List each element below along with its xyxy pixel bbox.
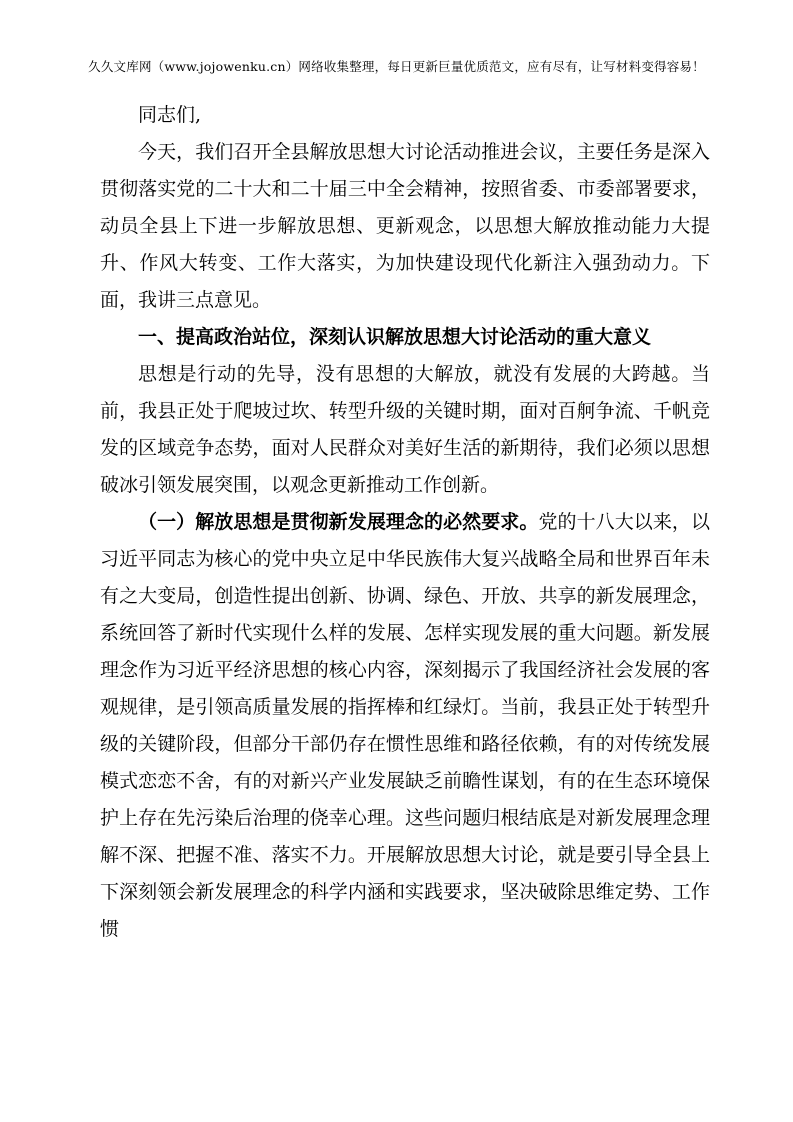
subsection-1-text: 党的十八大以来，以习近平同志为核心的党中央立足中华民族伟大复兴战略全局和世界百年未有之大变局，创造性提出创新、协调、绿色、开放、共享的新发展理念，系统回答了新时代实现什么样的发展、怎样实现发展的重大问题。新发展理念作为习近平经济思想的核心内容，深刻揭示了我国经济社会发展的客观规律，是引领高质量发展的指挥棒和红绿灯。当前，我县正处于转型升级的关键阶段，但部分干部仍存在惯性思维和路径依赖，有的对传统发展模式恋恋不舍，有的对新兴产业发展缺乏前瞻性谋划，有的在生态环境保护上存在先污染后治理的侥幸心理。这些问题归根结底是对新发展理念理解不深、把握不准、落实不力。开展解放思想大讨论，就是要引导全县上下深刻领会新发展理念的科学内涵和实践要求，坚决破除思维定势、工作惯	[100, 511, 710, 940]
salutation: 同志们,	[138, 104, 202, 126]
subsection-1-paragraph	[100, 504, 710, 948]
document-body	[100, 97, 710, 948]
header-watermark-note: 久久文库网（www.jojowenku.cn）网络收集整理，每日更新巨量优质范文，应有尽有，让写材料变得容易！	[88, 59, 705, 74]
subsection-1-lead: （一）解放思想是贯彻新发展理念的必然要求。	[138, 511, 539, 533]
intro-paragraph: 今天，我们召开全县解放思想大讨论活动推进会议，主要任务是深入贯彻落实党的二十大和二十届三中全会精神，按照省委、市委部署要求，动员全县上下进一步解放思想、更新观念，以思想大解放推动能力大提升、作风大转变、工作大落实，为加快建设现代化新注入强劲动力。下面，我讲三点意见。	[100, 141, 710, 311]
section-1-paragraph: 思想是行动的先导，没有思想的大解放，就没有发展的大跨越。当前，我县正处于爬坡过坎、转型升级的关键时期，面对百舸争流、千帆竞发的区域竞争态势，面对人民群众对美好生活的新期待，我们必须以思想破冰引领发展突围，以观念更新推动工作创新。	[100, 363, 710, 496]
section-1-heading: 一、提高政治站位，深刻认识解放思想大讨论活动的重大意义	[138, 326, 652, 348]
